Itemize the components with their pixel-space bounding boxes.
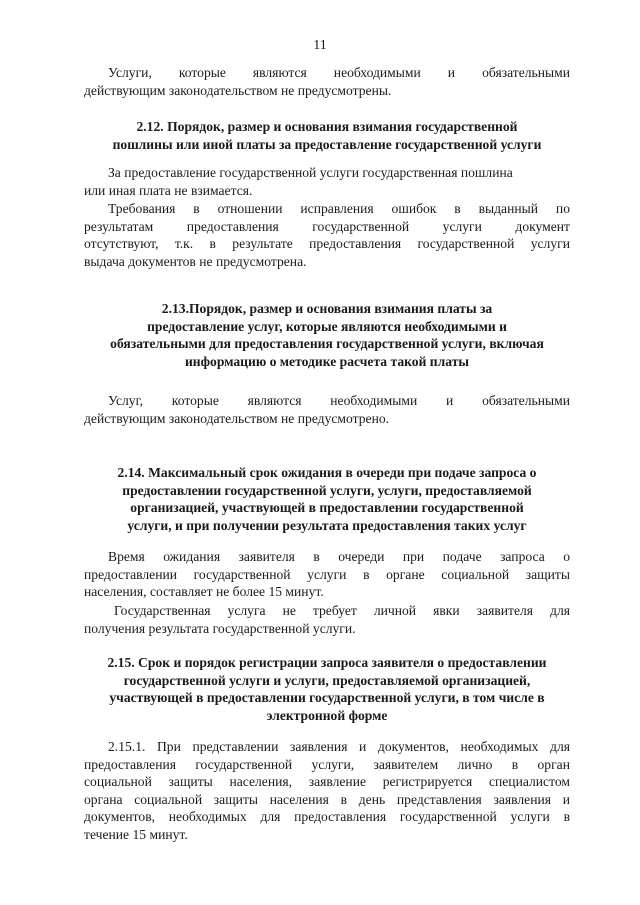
section-heading-2-14: [84, 464, 570, 534]
heading-line: услуги, и при получении результата предоставления таких услуг: [127, 517, 527, 533]
heading-line: государственной услуги и услуги, предоставляемой организацией,: [123, 672, 531, 688]
text-line: документов, необходимых для предоставления государственной услуги в: [84, 809, 570, 825]
heading-line: обязательными для предоставления государственной услуги, включая: [110, 336, 544, 352]
paragraph-services-continuation: [84, 64, 570, 99]
paragraph-error-correction: [84, 200, 570, 270]
section-heading-2-15: [84, 654, 570, 724]
text-line: получения результата государственной услуги.: [84, 620, 356, 636]
text-line: населения, составляет не более 15 минут.: [84, 584, 324, 600]
text-line: органа социальной защиты населения в день представления заявления и: [84, 791, 570, 807]
text-line: результатам предоставления государственной услуги документ: [84, 218, 570, 234]
text-line: Требования в отношении исправления ошибок в выданный по: [108, 201, 570, 216]
paragraph-no-services-fee: [84, 392, 570, 427]
paragraph-waiting-time: [84, 548, 570, 601]
text-line: Время ожидания заявителя в очереди при подаче запроса о: [108, 549, 570, 564]
text-line: выдача документов не предусмотрена.: [84, 253, 307, 269]
page-number: 11: [313, 38, 327, 53]
text-line: социальной защиты населения, заявление регистрируется специалистом: [84, 774, 570, 790]
heading-line: пошлины или иной платы за предоставление государственной услуги: [112, 136, 542, 152]
heading-line: предоставлении государственной услуги, услуги, предоставляемой: [122, 482, 532, 498]
text-line: Государственная услуга не требует личной явки заявителя для: [114, 603, 570, 618]
heading-line: организацией, участвующей в предоставлении государственной: [130, 500, 524, 516]
section-heading-2-13: [84, 300, 570, 370]
text-line: отсутствуют, т.к. в результате предоставления государственной услуги: [84, 236, 570, 252]
paragraph-2-15-1: [84, 738, 570, 844]
text-line: 2.15.1. При представлении заявления и документов, необходимых для: [108, 739, 570, 754]
text-line: течение 15 минут.: [84, 826, 188, 842]
heading-line: информацию о методике расчета такой платы: [184, 353, 470, 369]
text-line: Услуг, которые являются необходимыми и обязательными: [108, 393, 570, 408]
text-line: предоставлении государственной услуги в органе социальной защиты: [84, 566, 570, 582]
text-line: Услуги, которые являются необходимыми и обязательными: [108, 65, 570, 80]
heading-line: участвующей в предоставлении государственной услуги, в том числе в: [109, 690, 545, 706]
text-line: предоставления государственной услуги, заявителем лично в орган: [84, 756, 570, 772]
heading-line: предоставление услуг, которые являются необходимыми и: [147, 318, 507, 334]
heading-line: 2.14. Максимальный срок ожидания в очереди при подаче запроса о: [117, 465, 537, 480]
heading-line: 2.15. Срок и порядок регистрации запроса заявителя о предоставлении: [107, 655, 547, 670]
section-heading-2-12: [84, 118, 570, 153]
text-line: действующим законодательством не предусмотрены.: [84, 82, 392, 98]
heading-line: электронной форме: [266, 707, 388, 723]
text-line: или иная плата не взимается.: [84, 182, 253, 198]
heading-line: 2.12. Порядок, размер и основания взимания государственной: [136, 119, 518, 134]
text-line: За предоставление государственной услуги государственная пошлина: [108, 165, 513, 180]
paragraph-no-personal-visit: [84, 602, 570, 637]
paragraph-no-fee: [84, 164, 570, 199]
heading-line: 2.13.Порядок, размер и основания взимания платы за: [161, 301, 493, 316]
text-line: действующим законодательством не предусмотрено.: [84, 410, 390, 426]
